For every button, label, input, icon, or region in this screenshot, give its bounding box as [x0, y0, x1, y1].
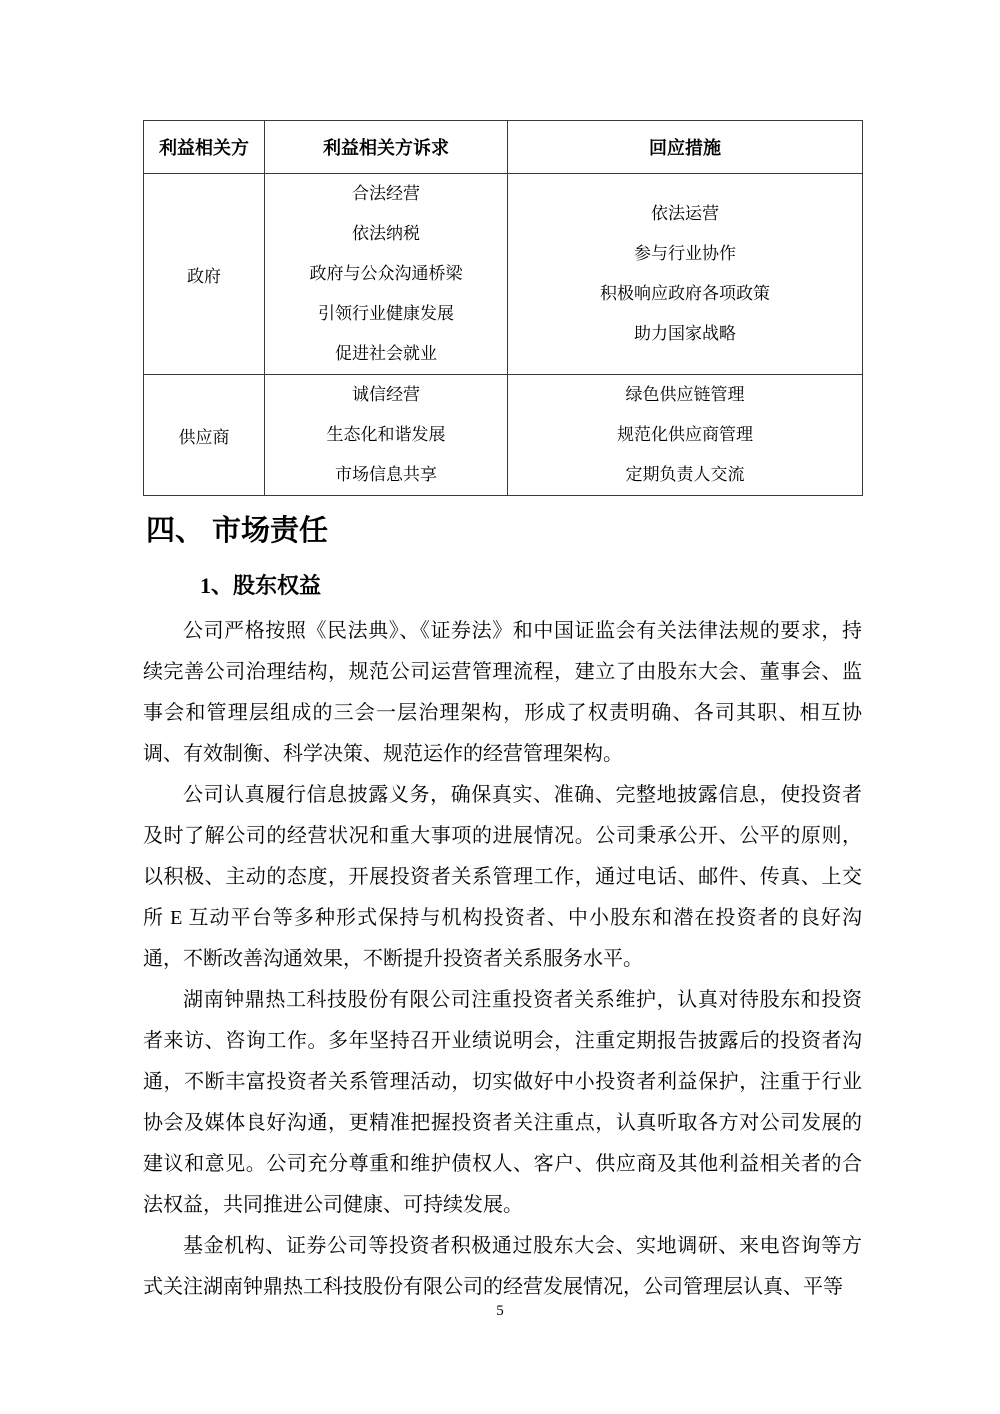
measure-item: 定期负责人交流: [625, 465, 745, 484]
page-number: 5: [496, 1303, 504, 1319]
demand-item: 引领行业健康发展: [318, 304, 454, 323]
measure-item: 依法运营: [651, 204, 719, 223]
demand-item: 生态化和谐发展: [326, 425, 446, 444]
body-paragraph: 湖南钟鼎热工科技股份有限公司注重投资者关系维护，认真对待股东和投资者来访、咨询工作。多年坚持召开业绩说明会，注重定期报告披露后的投资者沟通，不断丰富投资者关系管理活动，切实做好中小投资者利益保护，注重于行业协会及媒体良好沟通，更精准把握投资者关注重点，认真听取各方对公司发展的建议和意见。公司充分尊重和维护债权人、客户、供应商及其他利益相关者的合法权益，共同推进公司健康、可持续发展。: [143, 989, 862, 1216]
table-row-supplier: [144, 375, 863, 496]
body-text: [143, 611, 862, 1308]
stakeholder-name: 供应商: [144, 375, 265, 496]
measures-cell: [508, 375, 863, 496]
measure-item: 积极响应政府各项政策: [600, 284, 770, 303]
table-header-demands: 利益相关方诉求: [265, 121, 508, 174]
measure-item: 规范化供应商管理: [617, 425, 753, 444]
body-paragraph: 基金机构、证券公司等投资者积极通过股东大会、实地调研、来电咨询等方式关注湖南钟鼎热工科技股份有限公司的经营发展情况，公司管理层认真、平等: [143, 1235, 862, 1298]
measure-item: 绿色供应链管理: [625, 385, 745, 404]
section-heading: 四、 市场责任: [146, 515, 329, 547]
table-header-stakeholder: 利益相关方: [144, 121, 265, 174]
table-header-row: [144, 121, 863, 174]
demand-item: 市场信息共享: [335, 465, 437, 484]
measure-item: 参与行业协作: [634, 244, 736, 263]
measures-cell: [508, 174, 863, 375]
demand-item: 诚信经营: [352, 385, 420, 404]
body-paragraph: 公司认真履行信息披露义务，确保真实、准确、完整地披露信息，使投资者及时了解公司的经营状况和重大事项的进展情况。公司秉承公开、公平的原则，以积极、主动的态度，开展投资者关系管理工作，通过电话、邮件、传真、上交所 E 互动平台等多种形式保持与机构投资者、中小股东和潜在投资者的良好沟通，不断改善沟通效果，不断提升投资者关系服务水平。: [143, 784, 862, 970]
subsection-heading: 1、股东权益: [200, 573, 322, 598]
demand-item: 促进社会就业: [335, 344, 437, 363]
demand-item: 政府与公众沟通桥梁: [309, 264, 463, 283]
demands-cell: [265, 375, 508, 496]
table-header-measures: 回应措施: [508, 121, 863, 174]
table-row-government: [144, 174, 863, 375]
measures-list: [508, 375, 862, 495]
demand-item: 合法经营: [352, 184, 420, 203]
stakeholder-name: 政府: [144, 174, 265, 375]
stakeholder-table: [143, 120, 863, 496]
demands-list: [265, 375, 507, 495]
page-content: [143, 120, 862, 1308]
measures-list: [508, 194, 862, 354]
demands-list: [265, 174, 507, 374]
body-paragraph: 公司严格按照《民法典》、《证券法》和中国证监会有关法律法规的要求，持续完善公司治理结构，规范公司运营管理流程，建立了由股东大会、董事会、监事会和管理层组成的三会一层治理架构，形成了权责明确、各司其职、相互协调、有效制衡、科学决策、规范运作的经营管理架构。: [143, 620, 862, 765]
demand-item: 依法纳税: [352, 224, 420, 243]
measure-item: 助力国家战略: [634, 324, 736, 343]
demands-cell: [265, 174, 508, 375]
